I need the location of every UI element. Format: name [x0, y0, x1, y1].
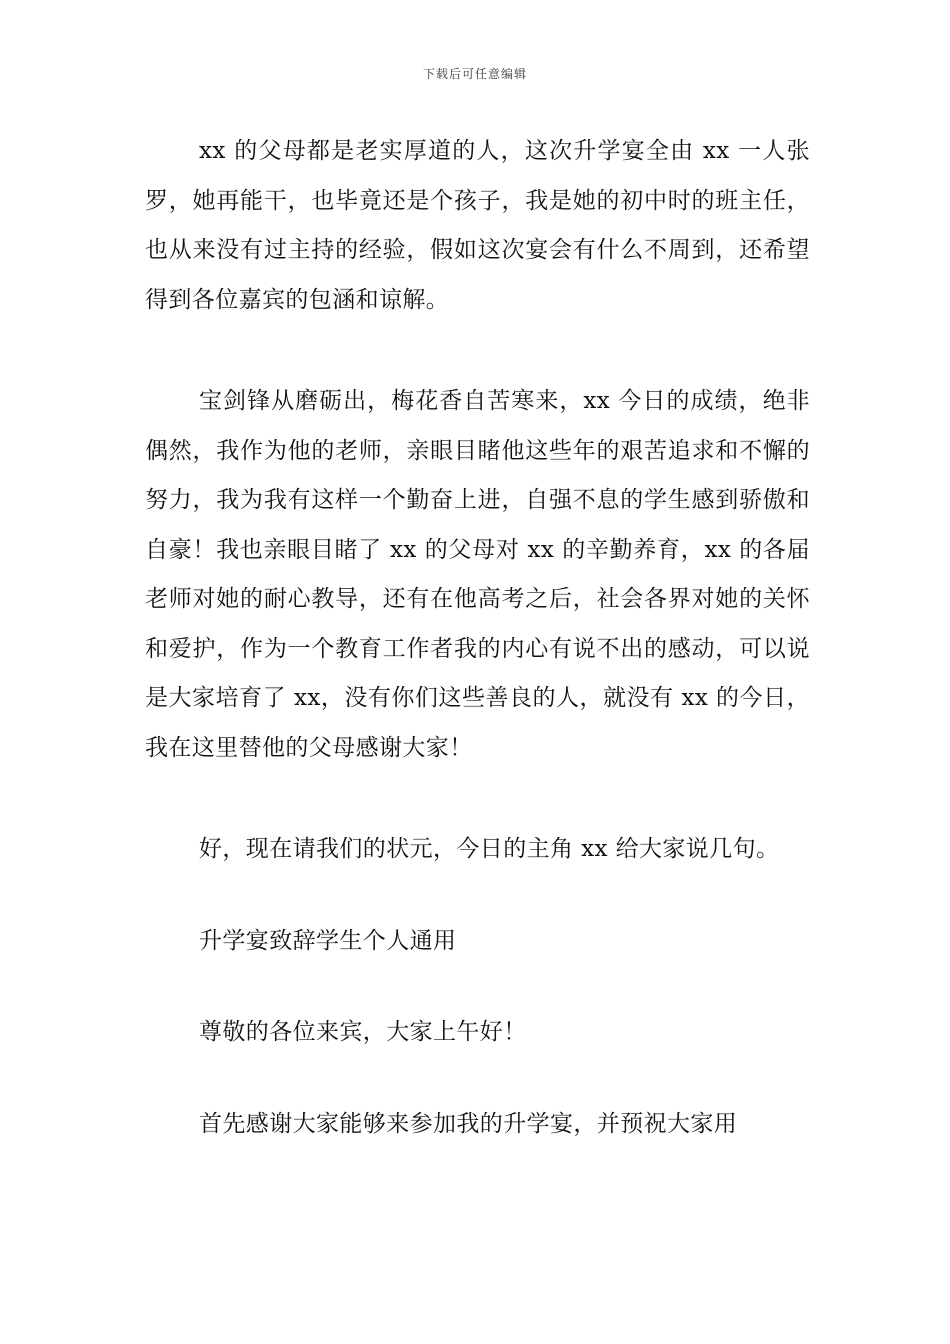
- paragraph-2: 宝剑锋从磨砺出，梅花香自苦寒来，xx 今日的成绩，绝非偶然，我作为他的老师，亲眼目睹他这些年的艰苦追求和不懈的努力，我为我有这样一个勤奋上进，自强不息的学生感到骄傲和自豪！我也亲眼目睹了 xx 的父母对 xx 的辛勤养育，xx 的各届老师对她的耐心教导，还有在他高考之后，社会各界对她的关怀和爱护，作为一个教育工作者我的内心有说不出的感动，可以说是大家培育了 xx，没有你们这些善良的人，就没有 xx 的今日，我在这里替他的父母感谢大家！: [145, 388, 810, 761]
- paragraph-3: 好，现在请我们的状元，今日的主角 xx 给大家说几句。: [199, 836, 780, 862]
- paragraph-4: 首先感谢大家能够来参加我的升学宴，并预祝大家用: [199, 1110, 738, 1137]
- page-header: 下载后可任意编辑: [422, 67, 527, 81]
- paragraph-1: xx 的父母都是老实厚道的人，这次升学宴全由 xx 一人张罗，她再能干，也毕竟还是个孩子，我是她的初中时的班主任，也从来没有过主持的经验，假如这次宴会有什么不周到，还希望得到各位嘉宾的包涵和谅解。: [145, 138, 810, 313]
- document-body: [145, 127, 810, 1149]
- section-title: 升学宴致辞学生个人通用: [199, 927, 457, 954]
- paragraph-greeting: 尊敬的各位来宾，大家上午好！: [199, 1019, 527, 1045]
